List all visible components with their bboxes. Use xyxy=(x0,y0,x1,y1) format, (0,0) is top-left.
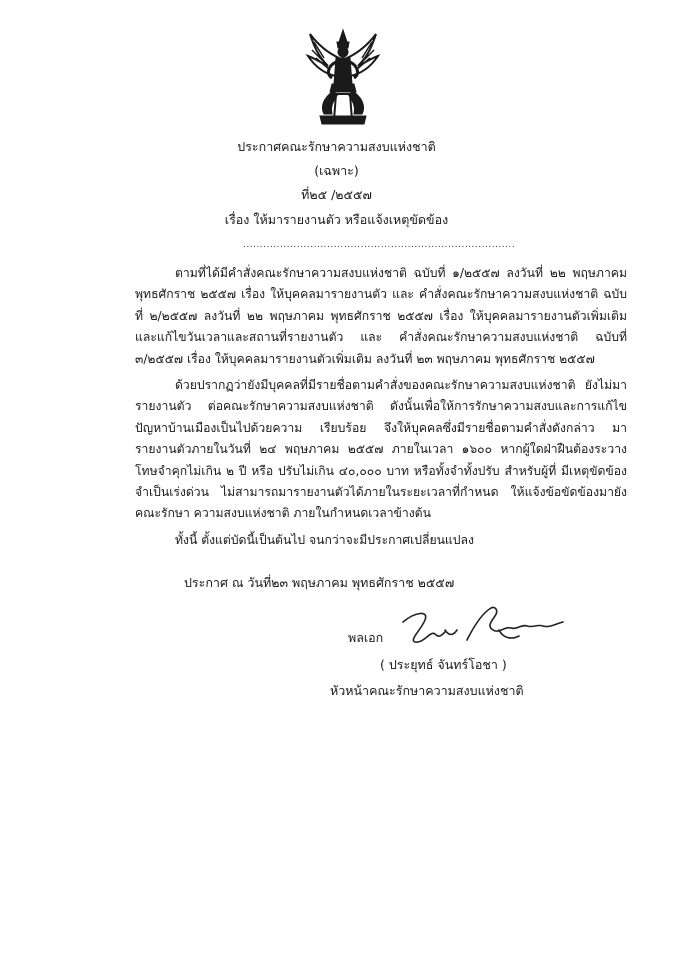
signatory-rank: พลเอก xyxy=(348,630,384,645)
paragraph-1-text: ตามที่ได้มีคำสั่งคณะรักษาความสงบแห่งชาติ ฉบับที่ ๑/๒๕๕๗ ลงวันที่ ๒๒ พฤษภาคม พุทธศักราช ๒๕๕๗ เรื่อง ให้บุคคลมารายงานตัว และ คำสั่งคณะรักษาความสงบแห่งชาติ ฉบับที่ ๒/๒๕๕๗ ลงวันที่ ๒๒ พฤษภาคม พุทธศักราช ๒๕๕๗ เรื่อง ให้บุคคลมารายงานตัวเพิ่มเติมและแก้ไขวันเวลาและสถานที่รายงานตัว และ คำสั่งคณะรักษาความสงบแห่งชาติ ฉบับที่ ๓/๒๕๕๗ เรื่อง ให้บุคคลมารายงานตัวเพิ่มเติม ลงวันที่ ๒๓ พฤษภาคม พุทธศักราช ๒๕๕๗ xyxy=(135,266,627,366)
signatory-name: ( ประยุทธ์ จันทร์โอชา ) xyxy=(380,657,507,672)
paragraph-2-text: ด้วยปรากฏว่ายังมีบุคคลที่มีรายชื่อตามคำสั่งของคณะรักษาความสงบแห่งชาติ ยังไม่มารายงานตัว ต่อคณะรักษาความสงบแห่งชาติ ดังนั้นเพื่อให้การรักษาความสงบและการแก้ไขปัญหาบ้านเมืองเป็นไปด้วยความ เรียบร้อย จึงให้บุคคลซึ่งมีรายชื่อตามคำสั่งดังกล่าว มารายงานตัวภายในวันที่ ๒๔ พฤษภาคม ๒๕๕๗ ภายในเวลา ๑๖๐๐ หากผู้ใดฝ่าฝืนต้องระวางโทษจำคุกไม่เกิน ๒ ปี หรือ ปรับไม่เกิน ๔๐,๐๐๐ บาท หรือทั้งจำทั้งปรับ สำหรับผู้ที่ มีเหตุขัดข้องจำเป็นเร่งด่วน ไม่สามารถมารายงานตัวได้ภายในระยะเวลาที่กำหนด ให้แจ้งข้อขัดข้องมายังคณะรักษา ความสงบแห่งชาติ ภายในกำหนดเวลาข้างต้น xyxy=(135,378,627,521)
body-paragraph-3 xyxy=(135,530,627,551)
body-paragraph-1 xyxy=(135,263,627,370)
signatory-position: หัวหน้าคณะรักษาความสงบแห่งชาติ xyxy=(330,683,524,698)
document-number: ที่๒๕ /๒๕๕๗ xyxy=(301,187,372,202)
document-title: ประกาศคณะรักษาความสงบแห่งชาติ xyxy=(237,139,436,154)
garuda-emblem-icon xyxy=(306,28,380,126)
handwritten-signature xyxy=(395,600,570,650)
paragraph-3-text: ทั้งนี้ ตั้งแต่บัดนี้เป็นต้นไป จนกว่าจะมีประกาศเปลี่ยนแปลง xyxy=(175,533,474,547)
subject-divider: ................................................................................. xyxy=(243,240,516,250)
document-special-label: (เฉพาะ) xyxy=(314,163,359,178)
document-subject: เรื่อง ให้มารายงานตัว หรือแจ้งเหตุขัดข้อง xyxy=(224,212,449,227)
body-paragraph-2 xyxy=(135,375,627,525)
announcement-date: ประกาศ ณ วันที่๒๓ พฤษภาคม พุทธศักราช ๒๕๕๗ xyxy=(184,575,455,590)
